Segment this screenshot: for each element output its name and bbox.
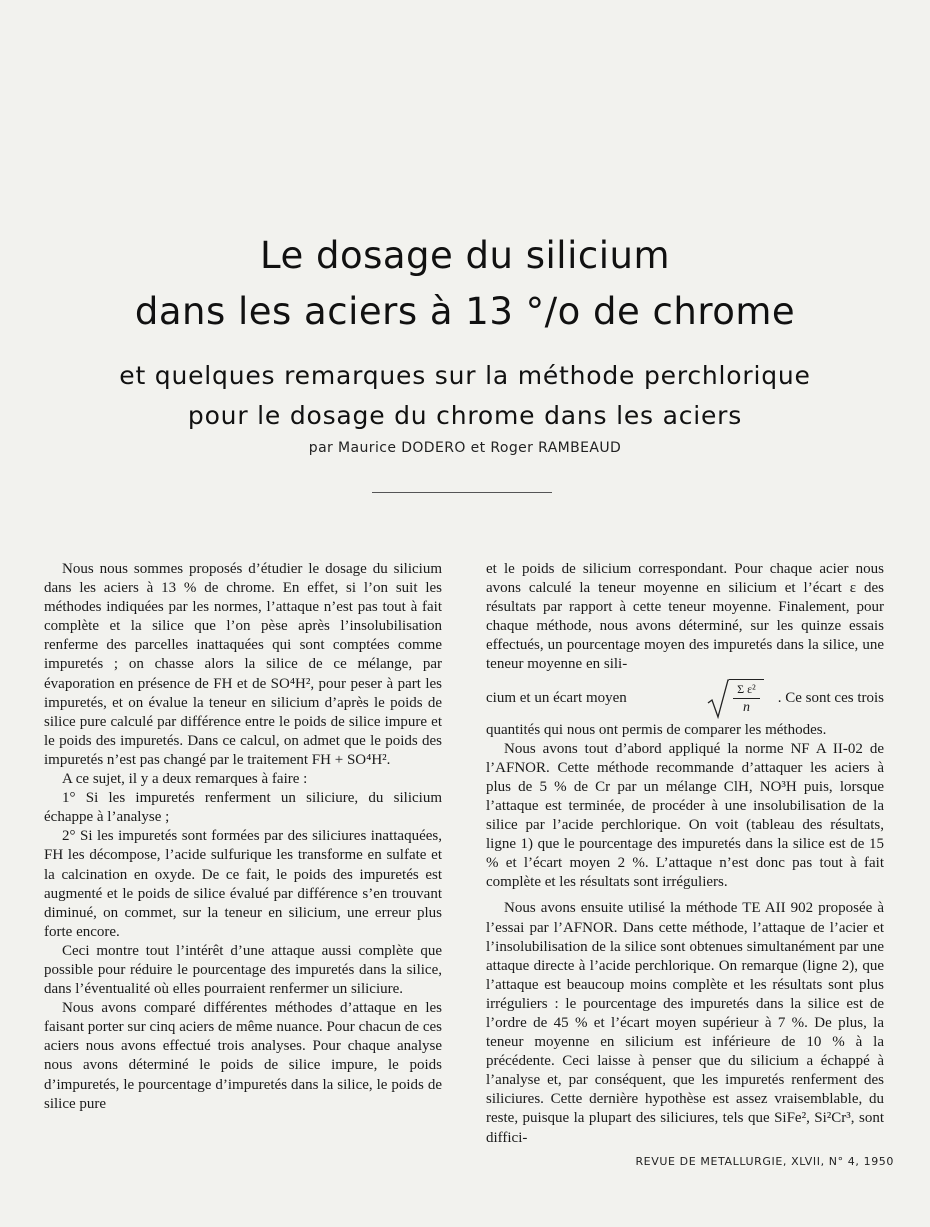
formula-denominator: n	[742, 699, 750, 715]
title-block	[0, 228, 930, 436]
formula-prefix: cium et un écart moyen	[486, 690, 627, 707]
paragraph: A ce sujet, il y a deux remarques à faire :	[62, 771, 308, 788]
left-column	[44, 560, 442, 1114]
paragraph: Nous avons ensuite utilisé la méthode TE AII 902 proposée à l’essai par l’AFNOR. Dans cette méthode, l’attaque de l’acier et l’insolubilisation de la silice sont obtenues simultanément par une attaque directe à l’acide perchlorique. On remarque (ligne 2), que l’attaque est beaucoup moins complète et les résultats sont plus irréguliers : le pourcentage des impuretés dans la silice est de l’ordre de 45 % et l’écart moyen supérieur à 7 %. De plus, la teneur moyenne en silicium est inférieure de 10 % à la précédente. Ceci laisse à penser que du silicium a échappé à l’analyse et, par conséquent, que les impuretés renferment des siliciures. Cette dernière hypothèse est assez vraisemblable, du reste, puisque la plupart des siliciures, tels que SiFe², Si²Cr³, sont diffici-	[486, 900, 884, 1146]
formula-fraction	[729, 679, 764, 719]
mean-deviation-formula	[707, 679, 764, 719]
journal-footer: REVUE DE METALLURGIE, XLVII, N° 4, 1950	[635, 1155, 894, 1168]
formula-line	[486, 679, 884, 719]
title-divider	[372, 492, 552, 493]
paragraph: quantités qui nous ont permis de comparer les méthodes.	[486, 721, 827, 738]
title-line-1: Le dosage du silicium	[259, 234, 670, 277]
paragraph: Nous avons comparé différentes méthodes d’attaque en les faisant porter sur cinq aciers de même nuance. Pour chacun de ces aciers nous avons effectué trois analyses. Pour chaque analyse nous avons déterminé le poids de silice impure, le poids d’impuretés, le pourcentage d’impuretés dans la silice, le poids de silice pure	[44, 1000, 442, 1112]
formula-numerator: Σ ε²	[733, 680, 760, 699]
authors: par Maurice DODERO et Roger RAMBEAUD	[308, 440, 622, 456]
paragraph: Ceci montre tout l’intérêt d’une attaque aussi complète que possible pour réduire le pourcentage des impuretés dans la silice, dans l’éventualité où elles pourraient renfermer un siliciure.	[44, 942, 442, 998]
paragraph: 1° Si les impuretés renferment un siliciure, du silicium échappe à l’analyse ;	[44, 790, 442, 826]
square-root-icon	[707, 679, 729, 719]
paragraph: 2° Si les impuretés sont formées par des siliciures inattaquées, FH les décompose, l’acide sulfurique les transforme en sulfate et la calcination en oxyde. De ce fait, le poids des impuretés est augmenté et le poids de silice évalué par différence s’en trouvant diminué, on commet, sur la teneur en silicium, une erreur plus forte encore.	[44, 828, 442, 940]
subtitle-line-2: pour le dosage du chrome dans les aciers	[187, 401, 743, 430]
paragraph: et le poids de silicium correspondant. Pour chaque acier nous avons calculé la teneur moyenne en silicium et l’écart ε des résultats par rapport à cette teneur moyenne. Finalement, pour chaque méthode, nous avons déterminé, sur les quinze essais effectués, un pourcentage moyen des impuretés dans la silice, une teneur moyenne en sili-	[486, 561, 884, 673]
paragraph: Nous nous sommes proposés d’étudier le dosage du silicium dans les aciers à 13 % de chrome. En effet, si l’on suit les méthodes indiquées par les normes, l’attaque n’est pas tout à fait complète et la silice que l’on pèse après l’insolubilisation renferme des parcelles inattaquées qui sont comptées comme impuretés ; on chasse alors la silice de ce mélange, par évaporation en présence de FH et de SO⁴H², pour peser à part les impuretés, et on évalue la teneur en silicium d’après le poids de silice pure calculé par différence entre le poids de silice impure et le poids des impuretés. Dans ce calcul, on admet que le poids des impuretés n’est pas changé par le traitement FH + SO⁴H².	[44, 561, 442, 768]
paragraph: Nous avons tout d’abord appliqué la norme NF A II-02 de l’AFNOR. Cette méthode recommande d’attaquer les aciers à plus de 5 % de Cr par un mélange ClH, NO³H puis, lorsque l’attaque est terminée, de procéder à une insolubilisation de la silice par l’acide perchlorique. On voit (tableau des résultats, ligne 1) que le pourcentage des impuretés dans la silice est de 15 % et l’écart moyen 2 %. L’attaque n’est donc pas tout à fait complète et les résultats sont irréguliers.	[486, 740, 884, 891]
subtitle-line-1: et quelques remarques sur la méthode perchlorique	[119, 361, 811, 390]
formula-suffix: . Ce sont ces trois	[777, 690, 884, 707]
right-column	[486, 560, 884, 1148]
title-line-2: dans les aciers à 13 °/o de chrome	[134, 290, 796, 333]
